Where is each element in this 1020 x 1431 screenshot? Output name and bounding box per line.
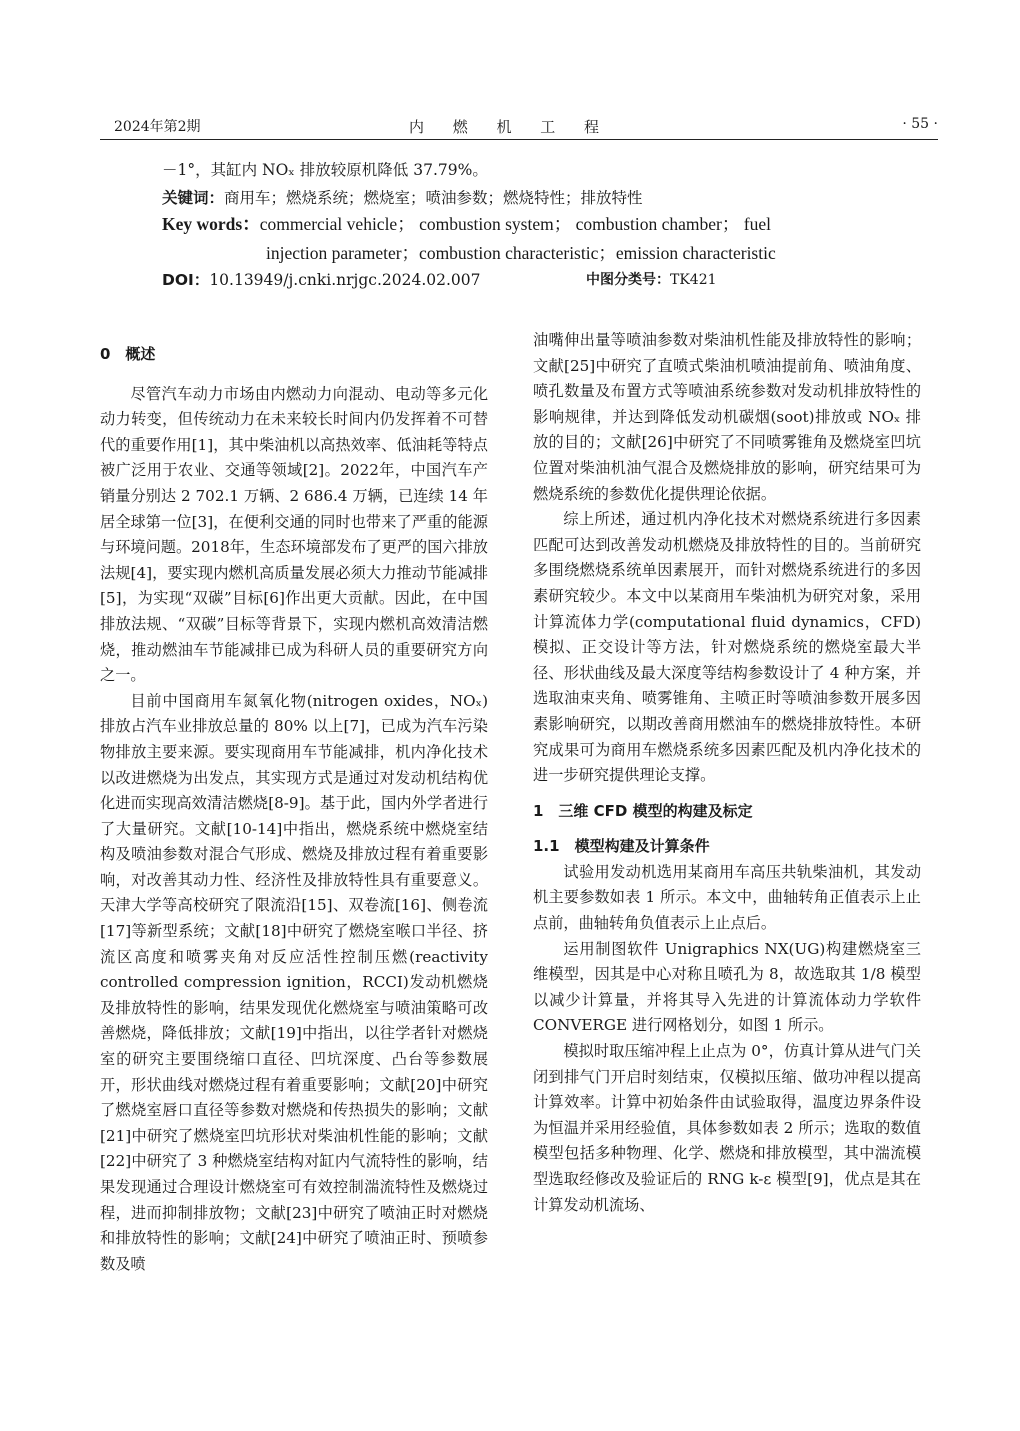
left-column: [100, 328, 488, 1277]
section-1-1-heading: 1.1 模型构建及计算条件: [533, 837, 710, 856]
keywords-cn-text: 商用车；燃烧系统；燃烧室；喷油参数；燃烧特性；排放特性: [224, 189, 643, 207]
page-number: · 55 ·: [902, 116, 938, 132]
keywords-cn-label: 关键词：: [162, 189, 225, 207]
right-paragraph-4: 运用制图软件 Unigraphics NX(UG)构建燃烧室三维模型，因其是中心对称且喷孔为 8，故选取其 1/8 模型以减少计算量，并将其导入先进的计算流体动力学软件 CONVERGE 进行网格划分，如图 1 所示。: [533, 939, 921, 1035]
keywords-en-label: Key words：: [162, 214, 260, 234]
keywords-en: [162, 210, 862, 268]
right-paragraph-1: 油嘴伸出量等喷油参数对柴油机性能及排放特性的影响；文献[25]中研究了直喷式柴油机喷油提前角、喷油角度、喷孔数量及布置方式等喷油系统参数对发动机排放特性的影响规律，并达到降低发动机碳烟(soot)排放或 NOₓ 排放的目的；文献[26]中研究了不同喷雾锥角及燃烧室凹坑位置对柴油机油气混合及燃烧排放的影响，研究结果可为燃烧系统的参数优化提供理论依据。: [533, 331, 921, 503]
keywords-en-line2: injection parameter；combustion characteristic；emission characteristic: [266, 243, 776, 263]
left-paragraph-2: 目前中国商用车氮氧化物(nitrogen oxides，NOₓ)排放占汽车业排放总量的 80% 以上[7]，已成为汽车污染物排放主要来源。要实现商用车节能减排，机内净化技术以改进燃烧为出发点，其实现方式是通过对发动机结构优化进而实现高效清洁燃烧[8-9]。基于此，国内外学者进行了大量研究。文献[10-14]中指出，燃烧系统中燃烧室结构及喷油参数对混合气形成、燃烧及排放过程有着重要影响，对改善其动力性、经济性及排放特性具有重要意义。天津大学等高校研究了限流沿[15]、双卷流[16]、侧卷流[17]等新型系统；文献[18]中研究了燃烧室喉口半径、挤流区高度和喷雾夹角对反应活性控制压燃(reactivity controlled compression ignition，RCCI)发动机燃烧及排放特性的影响，结果发现优化燃烧室与喷油策略可改善燃烧，降低排放；文献[19]中指出，以往学者针对燃烧室的研究主要围绕缩口直径、凹坑深度、凸台等参数展开，形状曲线对燃烧过程有着重要影响；文献[20]中研究了燃烧室唇口直径等参数对燃烧和传热损失的影响；文献[21]中研究了燃烧室凹坑形状对柴油机性能的影响；文献[22]中研究了 3 种燃烧室结构对缸内气流特性的影响，结果发现通过合理设计燃烧室可有效控制湍流特性及燃烧过程，进而抑制排放物；文献[23]中研究了喷油正时对燃烧和排放特性的影响；文献[24]中研究了喷油正时、预喷参数及喷: [100, 691, 488, 1273]
left-paragraph-1: 尽管汽车动力市场由内燃动力向混动、电动等多元化动力转变，但传统动力在未来较长时间内仍发挥着不可替代的重要作用[1]，其中柴油机以高热效率、低油耗等特点被广泛用于农业、交通等领域[2]。2022年，中国汽车产销量分别达 2 702.1 万辆、2 686.4 万辆，已连续 14 年居全球第一位[3]，在便利交通的同时也带来了严重的能源与环境问题。2018年，生态环境部发布了更严的国六排放法规[4]，要实现内燃机高质量发展必须大力推动节能减排[5]，为实现“双碳”目标[6]作出更大贡献。因此，在中国排放法规、“双碳”目标等背景下，实现内燃机高效清洁燃烧，推动燃油车节能减排已成为科研人员的重要研究方向之一。: [100, 384, 488, 685]
doi-value: 10.13949/j.cnki.nrjgc.2024.02.007: [209, 271, 481, 289]
doi-label: DOI：: [162, 271, 210, 289]
header-rule: [100, 139, 938, 140]
doi-line: [162, 266, 862, 295]
cls-label: 中图分类号：: [586, 272, 670, 288]
right-paragraph-3: 试验用发动机选用某商用车高压共轨柴油机，其发动机主要参数如表 1 所示。本文中，曲轴转角正值表示上止点前，曲轴转角负值表示上止点后。: [533, 862, 921, 933]
keywords-en-line1: commercial vehicle； combustion system； combustion chamber； fuel: [259, 214, 771, 234]
section-0-heading: 0 概述: [100, 345, 156, 363]
section-1-heading: 1 三维 CFD 模型的构建及标定: [533, 801, 753, 820]
keywords-cn: [162, 184, 862, 213]
journal-title: 内 燃 机 工 程: [408, 118, 612, 136]
right-paragraph-5: 模拟时取压缩冲程上止点为 0°，仿真计算从进气门关闭到排气门开启时刻结束，仅模拟压缩、做功冲程以提高计算效率。计算中初始条件由试验取得，温度边界条件设为恒温并采用经验值，具体参数如表 2 所示；选取的数值模型包括多种物理、化学、燃烧和排放模型，其中湍流模型选取经修改及验证后的 RNG k-ε 模型[9]，优点是其在计算发动机流场、: [533, 1042, 921, 1214]
cls-value: TK421: [670, 272, 717, 288]
abstract-tail: －1°，其缸内 NOₓ 排放较原机降低 37.79%。: [162, 161, 488, 179]
right-paragraph-2: 综上所述，通过机内净化技术对燃烧系统进行多因素匹配可达到改善发动机燃烧及排放特性的目的。当前研究多围绕燃烧系统单因素展开，而针对燃烧系统进行的多因素研究较少。本文中以某商用车柴油机为研究对象，采用计算流体力学(computational fluid dynamics，CFD)模拟、正交设计等方法，针对燃烧系统的燃烧室最大半径、形状曲线及最大深度等结构参数设计了 4 种方案，并选取油束夹角、喷雾锥角、主喷正时等喷油参数开展多因素影响研究，以期改善商用燃油车的燃烧排放特性。本研究成果可为商用车燃烧系统多因素匹配及机内净化技术的进一步研究提供理论支撑。: [533, 510, 921, 785]
right-column: [533, 328, 921, 1218]
journal-issue: 2024年第2期: [114, 119, 201, 135]
